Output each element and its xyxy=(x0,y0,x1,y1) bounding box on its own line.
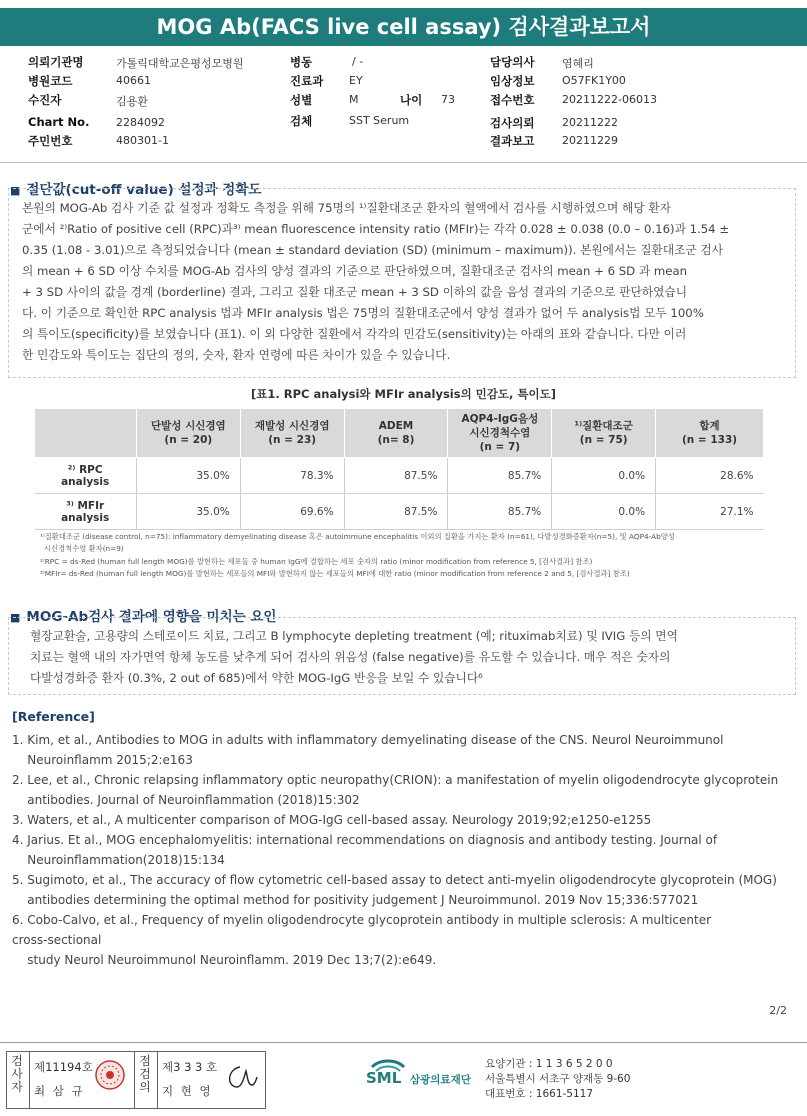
section-cutoff-title-text: 절단값(cut-off value) 설정과 정확도 xyxy=(26,182,262,198)
row-header: ³⁾ MFIr analysis xyxy=(35,494,137,530)
table-cell: 35.0% xyxy=(136,458,240,494)
paragraph-line: 다발성경화증 환자 (0.3%, 2 out of 685)에서 약한 MOG-IgG 반응을 보일 수 있습니다⁶ xyxy=(30,671,483,685)
table-corner-cell xyxy=(35,409,137,458)
checker-name: 지 현 영 xyxy=(162,1084,213,1098)
clinical-value: O57FK1Y00 xyxy=(562,74,626,87)
paragraph-line: 의 특이도(specificity)를 보였습니다 (표1). 이 외 다양한 질환에서 각각의 민감도(sensitivity)는 아래의 표와 같습니다. 다만 이러 xyxy=(22,327,687,341)
report-title: MOG Ab(FACS live cell assay) 검사결과보고서 xyxy=(0,8,807,46)
report-label: 결과보고 xyxy=(490,134,535,148)
column-header xyxy=(136,409,240,458)
ward-value: / - xyxy=(352,55,364,68)
hospital-label: 의뢰기관명 xyxy=(28,55,84,69)
paragraph-line: 치료는 혈액 내의 자가면역 항체 농도를 낮추게 되어 검사의 위음성 (false negative)를 유도할 수 있습니다. 매우 적은 숫자의 xyxy=(30,650,671,664)
doctor-value: 염혜리 xyxy=(562,57,594,70)
table-cell: 28.6% xyxy=(656,458,764,494)
reference-item: cross-sectional xyxy=(12,933,102,947)
specimen-value: SST Serum xyxy=(349,114,410,127)
resident-value: 480301-1 xyxy=(116,134,169,147)
reference-item: antibodies. Journal of Neuroinflammation (2018)15:302 xyxy=(12,793,360,807)
lab-code: 요양기관 : 1 1 3 6 5 2 0 0 xyxy=(485,1058,613,1070)
paragraph-line: 의 mean + 6 SD 이상 수치를 MOG-Ab 검사의 양성 결과의 기준으로 판단하였으며, 질환대조군 검사의 mean + 6 SD 과 mean xyxy=(22,264,688,278)
paragraph-line: 혈장교환술, 고용량의 스테로이드 치료, 그리고 B lymphocyte depleting treatment (예; rituximab치료) 및 IVIG 등의 면역 xyxy=(30,629,678,643)
column-header xyxy=(344,409,448,458)
dept-label: 진료과 xyxy=(290,74,324,88)
dept-value: EY xyxy=(349,74,363,87)
request-value: 20211222 xyxy=(562,116,618,129)
table-cell: 87.5% xyxy=(344,458,448,494)
age-value: 73 xyxy=(441,93,455,106)
page-number: 2/2 xyxy=(769,1004,787,1017)
checker-number: 제3 3 3 호 xyxy=(162,1060,218,1074)
foundation-name: 삼광의료재단 xyxy=(410,1074,471,1086)
tester-label: 검 사 자 xyxy=(11,1054,23,1094)
tester-number: 제11194호 xyxy=(34,1060,93,1074)
table-cell: 35.0% xyxy=(136,494,240,530)
reference-item: 1. Kim, et al., Antibodies to MOG in adults with inflammatory demyelinating disease of the CNS. Neurol Neuroimmunol xyxy=(12,733,724,747)
column-header-text: 합계 (n = 133) xyxy=(681,420,738,446)
reference-list xyxy=(12,730,778,970)
section-factors-title-text: MOG-Ab검사 결과에 영향을 미치는 요인 xyxy=(26,609,277,625)
paragraph-line: 다. 이 기준으로 확인한 RPC analysis 법과 MFIr analysis 법은 75명의 질환대조군에서 양성 결과가 없어 두 analysis법 모두 100% xyxy=(22,306,704,320)
tester-name: 최 삼 규 xyxy=(34,1084,85,1098)
chart-value: 2284092 xyxy=(116,116,165,129)
reference-item: 3. Waters, et al., A multicenter comparison of MOG-IgG cell-based assay. Neurology 2019;92;e1250-e1255 xyxy=(12,813,652,827)
ward-label: 병동 xyxy=(290,55,313,69)
reference-item: Neuroinflamm 2015;2:e163 xyxy=(12,753,193,767)
square-bullet-icon: ■ xyxy=(10,184,21,197)
paragraph-line: 군에서 ²⁾Ratio of positive cell (RPC)과³⁾ mean fluorescence intensity ratio (MFIr)는 각각 0.028 ± 0.038 (0.0 – 0.16)과 1.54 ± xyxy=(22,222,730,236)
doctor-label: 담당의사 xyxy=(490,55,535,69)
table-cell: 78.3% xyxy=(240,458,344,494)
paragraph-line: 0.35 (1.08 - 3.01)으로 측정되었습니다 (mean ± standard deviation (SD) (minimum – maximum)). 본원에서는 질환대조군 검사 xyxy=(22,243,724,257)
square-bullet-icon: ■ xyxy=(10,611,21,624)
request-label: 검사의뢰 xyxy=(490,116,535,130)
reference-item: 4. Jarius. Et al., MOG encephalomyelitis: international recommendations on diagnosis and antibody testing. Journal of xyxy=(12,833,718,847)
column-header-text: ¹⁾질환대조군 (n = 75) xyxy=(574,420,633,446)
reference-item: Neuroinflammation(2018)15:134 xyxy=(12,853,225,867)
reference-item: 2. Lee, et al., Chronic relapsing inflammatory optic neuropathy(CRION): a manifestation of myelin oligodendrocyte glycoprotein xyxy=(12,773,779,787)
column-header-text: 단발성 시신경염 (n = 20) xyxy=(150,420,226,446)
table-footnote: ³⁾MFIr= ds-Red (human full length MOG)를 발현하는 세포들의 MFI와 발현하지 않는 세포들의 MFI에 대한 ratio (minor modification from reference 2 and 5, [검사결과] 참조) xyxy=(40,569,630,578)
report-value: 20211229 xyxy=(562,134,618,147)
chart-label: Chart No. xyxy=(28,115,90,129)
table-cell: 0.0% xyxy=(552,494,656,530)
sensitivity-table xyxy=(34,408,764,530)
code-value: 40661 xyxy=(116,74,151,87)
table-cell: 69.6% xyxy=(240,494,344,530)
column-header-text: 재발성 시신경염 (n = 23) xyxy=(254,420,330,446)
signature-icon xyxy=(222,1063,260,1093)
clinical-label: 임상정보 xyxy=(490,74,535,88)
age-label: 나이 xyxy=(400,93,423,107)
table-cell: 27.1% xyxy=(656,494,764,530)
table-footnote: ²⁾RPC = ds-Red (human full length MOG)를 발현하는 세포들 중 human IgG에 결합하는 세포 숫자의 ratio (minor modification from reference 5, [검사결과] 참조) xyxy=(40,557,593,566)
column-header xyxy=(448,409,552,458)
patient-value: 김용환 xyxy=(116,95,148,108)
reference-item: antibodies determining the optimal method for positivity judgement J Neuroimmunol. 2019 Nov 15;336:577021 xyxy=(12,893,699,907)
sex-value: M xyxy=(349,93,359,106)
paragraph-line: 한 민감도와 특이도는 집단의 정의, 숫자, 환자 연령에 따른 차이가 있을 수 있습니다. xyxy=(22,348,451,362)
reference-item: 6. Cobo-Calvo, et al., Frequency of myelin oligodendrocyte glycoprotein antibody in multiple sclerosis: A multicenter xyxy=(12,913,712,927)
resident-label: 주민번호 xyxy=(28,134,73,148)
receipt-value: 20211222-06013 xyxy=(562,93,657,106)
table-cell: 85.7% xyxy=(448,494,552,530)
lab-address: 서울특별시 서초구 양재동 9-60 xyxy=(485,1073,631,1085)
table-header-row xyxy=(35,409,764,458)
code-label: 병원코드 xyxy=(28,74,73,88)
table-cell: 0.0% xyxy=(552,458,656,494)
footer xyxy=(0,1042,807,1116)
column-header xyxy=(240,409,344,458)
section-factors-text xyxy=(30,626,792,689)
receipt-label: 접수번호 xyxy=(490,93,535,107)
column-header-text: ADEM (n= 8) xyxy=(377,420,415,446)
reference-item: 5. Sugimoto, et al., The accuracy of flow cytometric cell-based assay to detect anti-myelin oligodendrocyte glycoprotein (MOG) xyxy=(12,873,777,887)
lab-phone: 대표번호 : 1661-5117 xyxy=(485,1088,594,1100)
sml-logo-text: SML xyxy=(366,1069,402,1087)
table-footnote: 시신경척수염 환자(n=9) xyxy=(44,544,124,553)
reference-item: study Neurol Neuroimmunol Neuroinflamm. 2019 Dec 13;7(2):e649. xyxy=(12,953,437,967)
table-footnote: ¹⁾질환대조군 (disease control, n=75): inflammatory demyelinating disease 혹은 autoimmune encephalitis 이외의 질환을 가지는 환자 (n=61), 다발성경화증환자(n=5), 및 AQP4-Ab양성 xyxy=(40,532,675,541)
paragraph-line: 본원의 MOG-Ab 검사 기준 값 설정과 정확도 측정을 위해 75명의 ¹⁾질환대조군 환자의 혈액에서 검사를 시행하였으며 해당 환자 xyxy=(22,201,671,215)
column-header-text: AQP4-IgG음성 시신경척수염 (n = 7) xyxy=(461,413,539,453)
table-cell: 85.7% xyxy=(448,458,552,494)
table-row xyxy=(35,458,764,494)
column-header xyxy=(552,409,656,458)
section-cutoff-text xyxy=(22,198,792,366)
reference-title: [Reference] xyxy=(12,709,95,724)
table-title: [표1. RPC analysi와 MFIr analysis의 민감도, 특이도] xyxy=(251,387,556,401)
row-header: ²⁾ RPC analysis xyxy=(35,458,137,494)
sex-label: 성별 xyxy=(290,93,313,107)
column-header xyxy=(656,409,764,458)
patient-label: 수진자 xyxy=(28,93,62,107)
table-cell: 87.5% xyxy=(344,494,448,530)
tester-seal-icon xyxy=(94,1059,126,1091)
checker-label: 점 검 의 xyxy=(139,1054,151,1094)
divider xyxy=(0,162,807,163)
hospital-value: 가톨릭대학교은평성모병원 xyxy=(116,57,244,70)
table-row xyxy=(35,494,764,530)
specimen-label: 검체 xyxy=(290,114,313,128)
paragraph-line: + 3 SD 사이의 값을 경계 (borderline) 결과, 그리고 질환 대조군 mean + 3 SD 이하의 값을 음성 결과의 기준으로 판단하였습니 xyxy=(22,285,687,299)
